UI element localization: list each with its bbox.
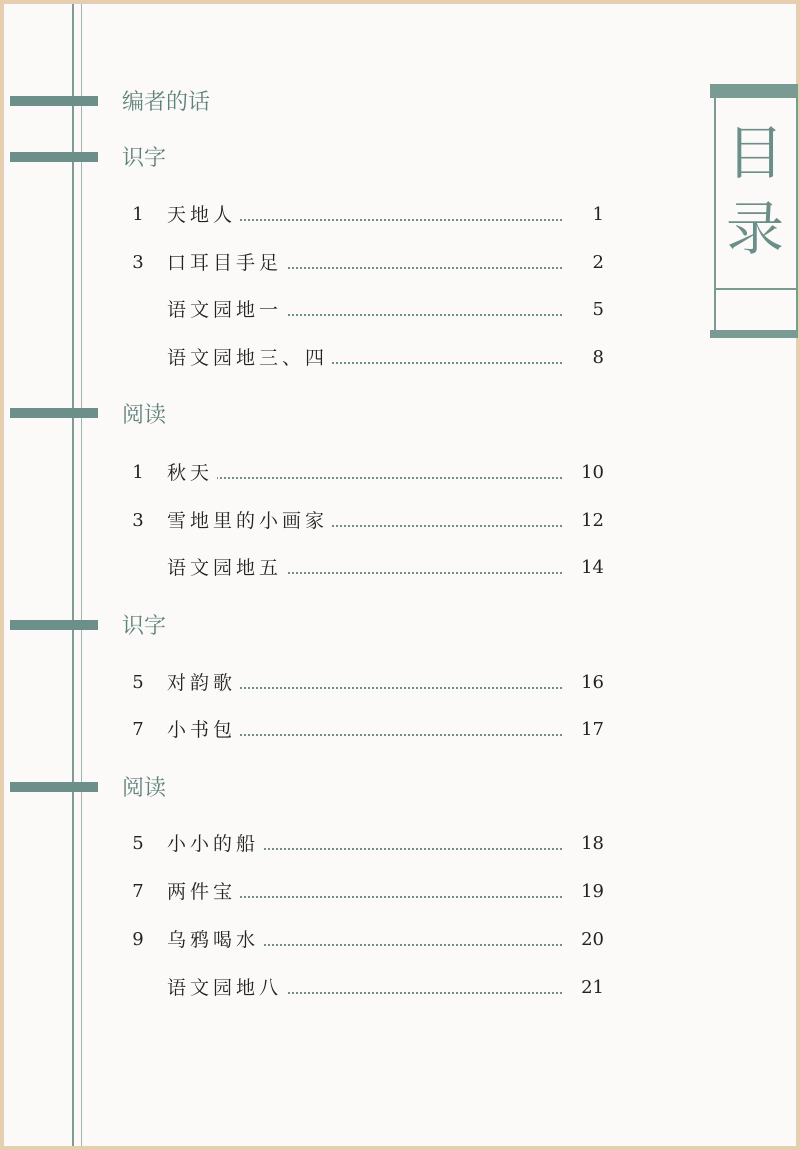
section-bar <box>10 782 98 792</box>
section-title[interactable]: 阅读 <box>122 776 167 801</box>
toc-entry[interactable] <box>4 668 800 698</box>
section-bar <box>10 152 98 162</box>
entry-title: 小书包 <box>167 715 240 745</box>
toc-label-char-1: 目 <box>726 119 785 187</box>
entry-page: 17 <box>564 715 604 745</box>
entry-number: 9 <box>132 929 144 950</box>
entry-title: 天地人 <box>167 200 240 230</box>
section-bar <box>10 620 98 630</box>
toc-label-bottom-bar <box>710 330 798 338</box>
entry-title: 语文园地一 <box>167 295 286 325</box>
entry-page: 16 <box>564 668 604 698</box>
entry-number: 7 <box>132 881 144 902</box>
toc-entry[interactable] <box>4 506 800 536</box>
entry-title: 两件宝 <box>167 877 240 907</box>
toc-label-char-2: 录 <box>726 195 785 263</box>
toc-label-top-bar <box>710 84 798 98</box>
toc-label-divider <box>714 288 798 290</box>
entry-number: 1 <box>132 204 144 225</box>
toc-entry[interactable] <box>4 200 800 230</box>
entry-page: 14 <box>564 553 604 583</box>
entry-number: 5 <box>132 672 144 693</box>
toc-entry[interactable] <box>4 715 800 745</box>
entry-title: 小小的船 <box>167 829 263 859</box>
entry-title: 乌鸦喝水 <box>167 925 263 955</box>
entry-title: 语文园地八 <box>167 973 286 1003</box>
toc-entry[interactable] <box>4 458 800 488</box>
toc-entry[interactable] <box>4 248 800 278</box>
toc-entry[interactable] <box>4 553 800 583</box>
toc-entry[interactable] <box>4 295 800 325</box>
entry-page: 5 <box>564 295 604 325</box>
section-bar <box>10 408 98 418</box>
entry-page: 12 <box>564 506 604 536</box>
entry-page: 19 <box>564 877 604 907</box>
entry-number: 7 <box>132 719 144 740</box>
entry-title: 秋天 <box>167 458 217 488</box>
entry-number: 1 <box>132 462 144 483</box>
section-title[interactable]: 识字 <box>122 614 167 639</box>
entry-title: 雪地里的小画家 <box>167 506 332 536</box>
toc-entry[interactable] <box>4 343 800 373</box>
entry-number: 3 <box>132 252 144 273</box>
entry-page: 21 <box>564 973 604 1003</box>
entry-page: 10 <box>564 458 604 488</box>
entry-title: 口耳目手足 <box>167 248 286 278</box>
entry-number: 3 <box>132 510 144 531</box>
toc-entry[interactable] <box>4 829 800 859</box>
section-bar <box>10 96 98 106</box>
toc-entry[interactable] <box>4 877 800 907</box>
entry-page: 2 <box>564 248 604 278</box>
entry-page: 8 <box>564 343 604 373</box>
entry-title: 语文园地三、四 <box>167 343 332 373</box>
entry-page: 20 <box>564 925 604 955</box>
entry-page: 18 <box>564 829 604 859</box>
leader-dots <box>167 477 590 479</box>
entry-page: 1 <box>564 200 604 230</box>
section-title[interactable]: 编者的话 <box>122 90 211 115</box>
entry-title: 对韵歌 <box>167 668 240 698</box>
toc-entry[interactable] <box>4 925 800 955</box>
entry-title: 语文园地五 <box>167 553 286 583</box>
section-title[interactable]: 阅读 <box>122 403 167 428</box>
section-title[interactable]: 识字 <box>122 146 167 171</box>
toc-entry[interactable] <box>4 973 800 1003</box>
entry-number: 5 <box>132 833 144 854</box>
